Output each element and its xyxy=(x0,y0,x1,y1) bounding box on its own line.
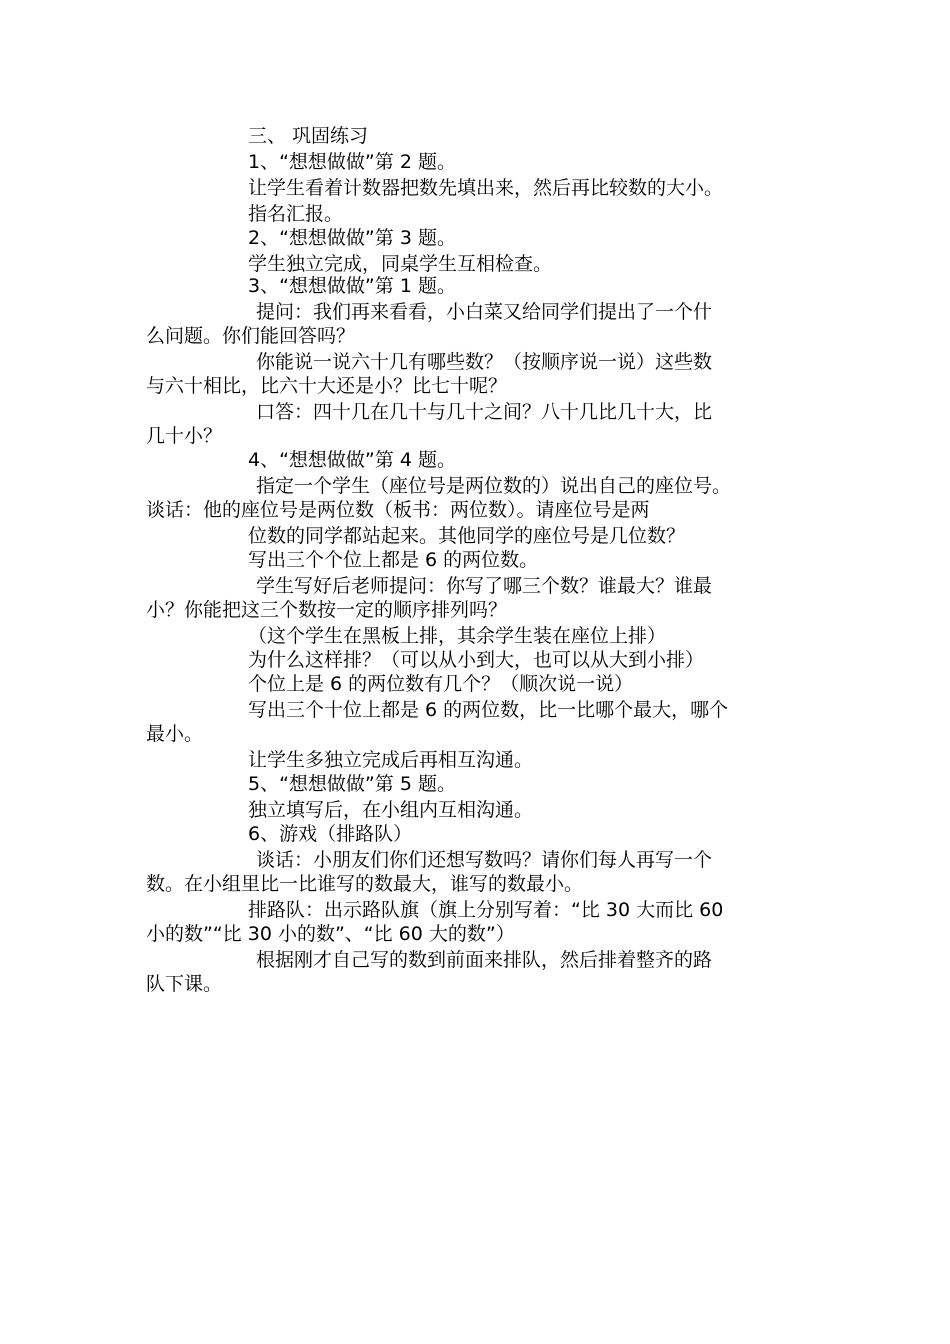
exercise-heading-2: 1、“想想做做”第 2 题。 xyxy=(248,151,456,173)
text-line: 谈话：他的座位号是两位数（板书：两位数）。请座位号是两 xyxy=(146,499,650,521)
text-line: 让学生看着计数器把数先填出来，然后再比较数的大小。 xyxy=(248,177,724,199)
text-line: 么问题。你们能回答吗？ xyxy=(146,325,356,347)
text-line: 指名汇报。 xyxy=(248,203,344,225)
exercise-heading-5: 5、“想想做做”第 5 题。 xyxy=(248,773,456,795)
section-heading: 三、 巩固练习 xyxy=(248,125,369,147)
text-line: 独立填写后，在小组内互相沟通。 xyxy=(248,799,534,821)
text-line: 队下课。 xyxy=(146,973,223,995)
text-line: 学生写好后老师提问：你写了哪三个数？谁最大？谁最 xyxy=(256,575,713,597)
text-line: 指定一个学生（座位号是两位数的）说出自己的座位号。 xyxy=(256,475,732,497)
text-line: 个位上是 6 的两位数有几个？（顺次说一说） xyxy=(248,673,634,695)
text-line: 根据刚才自己写的数到前面来排队，然后排着整齐的路 xyxy=(256,949,713,971)
text-line: 谈话：小朋友们你们还想写数吗？请你们每人再写一个 xyxy=(256,849,713,871)
exercise-heading-4: 4、“想想做做”第 4 题。 xyxy=(248,449,456,471)
text-line: 写出三个十位上都是 6 的两位数，比一比哪个最大，哪个 xyxy=(248,699,729,721)
text-line: （这个学生在黑板上排，其余学生装在座位上排） xyxy=(248,625,667,647)
text-line: 让学生多独立完成后再相互沟通。 xyxy=(248,749,534,771)
text-line: 与六十相比，比六十大还是小？比七十呢？ xyxy=(146,375,508,397)
exercise-heading-1: 3、“想想做做”第 1 题。 xyxy=(248,275,456,297)
text-line: 为什么这样排？（可以从小到大，也可以从大到小排） xyxy=(248,649,705,671)
text-line: 你能说一说六十几有哪些数？（按顺序说一说）这些数 xyxy=(256,351,713,373)
text-line: 学生独立完成，同桌学生互相检查。 xyxy=(248,253,553,275)
exercise-heading-6: 6、游戏（排路队） xyxy=(248,823,413,845)
text-line: 写出三个个位上都是 6 的两位数。 xyxy=(248,549,539,571)
text-line: 排路队：出示路队旗（旗上分别写着：“比 30 大而比 60 xyxy=(248,899,724,921)
exercise-heading-3: 2、“想想做做”第 3 题。 xyxy=(248,227,456,249)
text-line: 数。在小组里比一比谁写的数最大，谁写的数最小。 xyxy=(146,873,584,895)
text-line: 小？你能把这三个数按一定的顺序排列吗？ xyxy=(146,599,508,621)
text-line: 提问：我们再来看看，小白菜又给同学们提出了一个什 xyxy=(256,301,713,323)
text-line: 几十小？ xyxy=(146,425,223,447)
text-line: 口答：四十几在几十与几十之间？八十几比几十大，比 xyxy=(256,401,713,423)
text-line: 最小。 xyxy=(146,723,204,745)
text-line: 位数的同学都站起来。其他同学的座位号是几位数？ xyxy=(248,525,686,547)
text-line: 小的数”“比 30 小的数”、“比 60 大的数”） xyxy=(146,923,515,945)
